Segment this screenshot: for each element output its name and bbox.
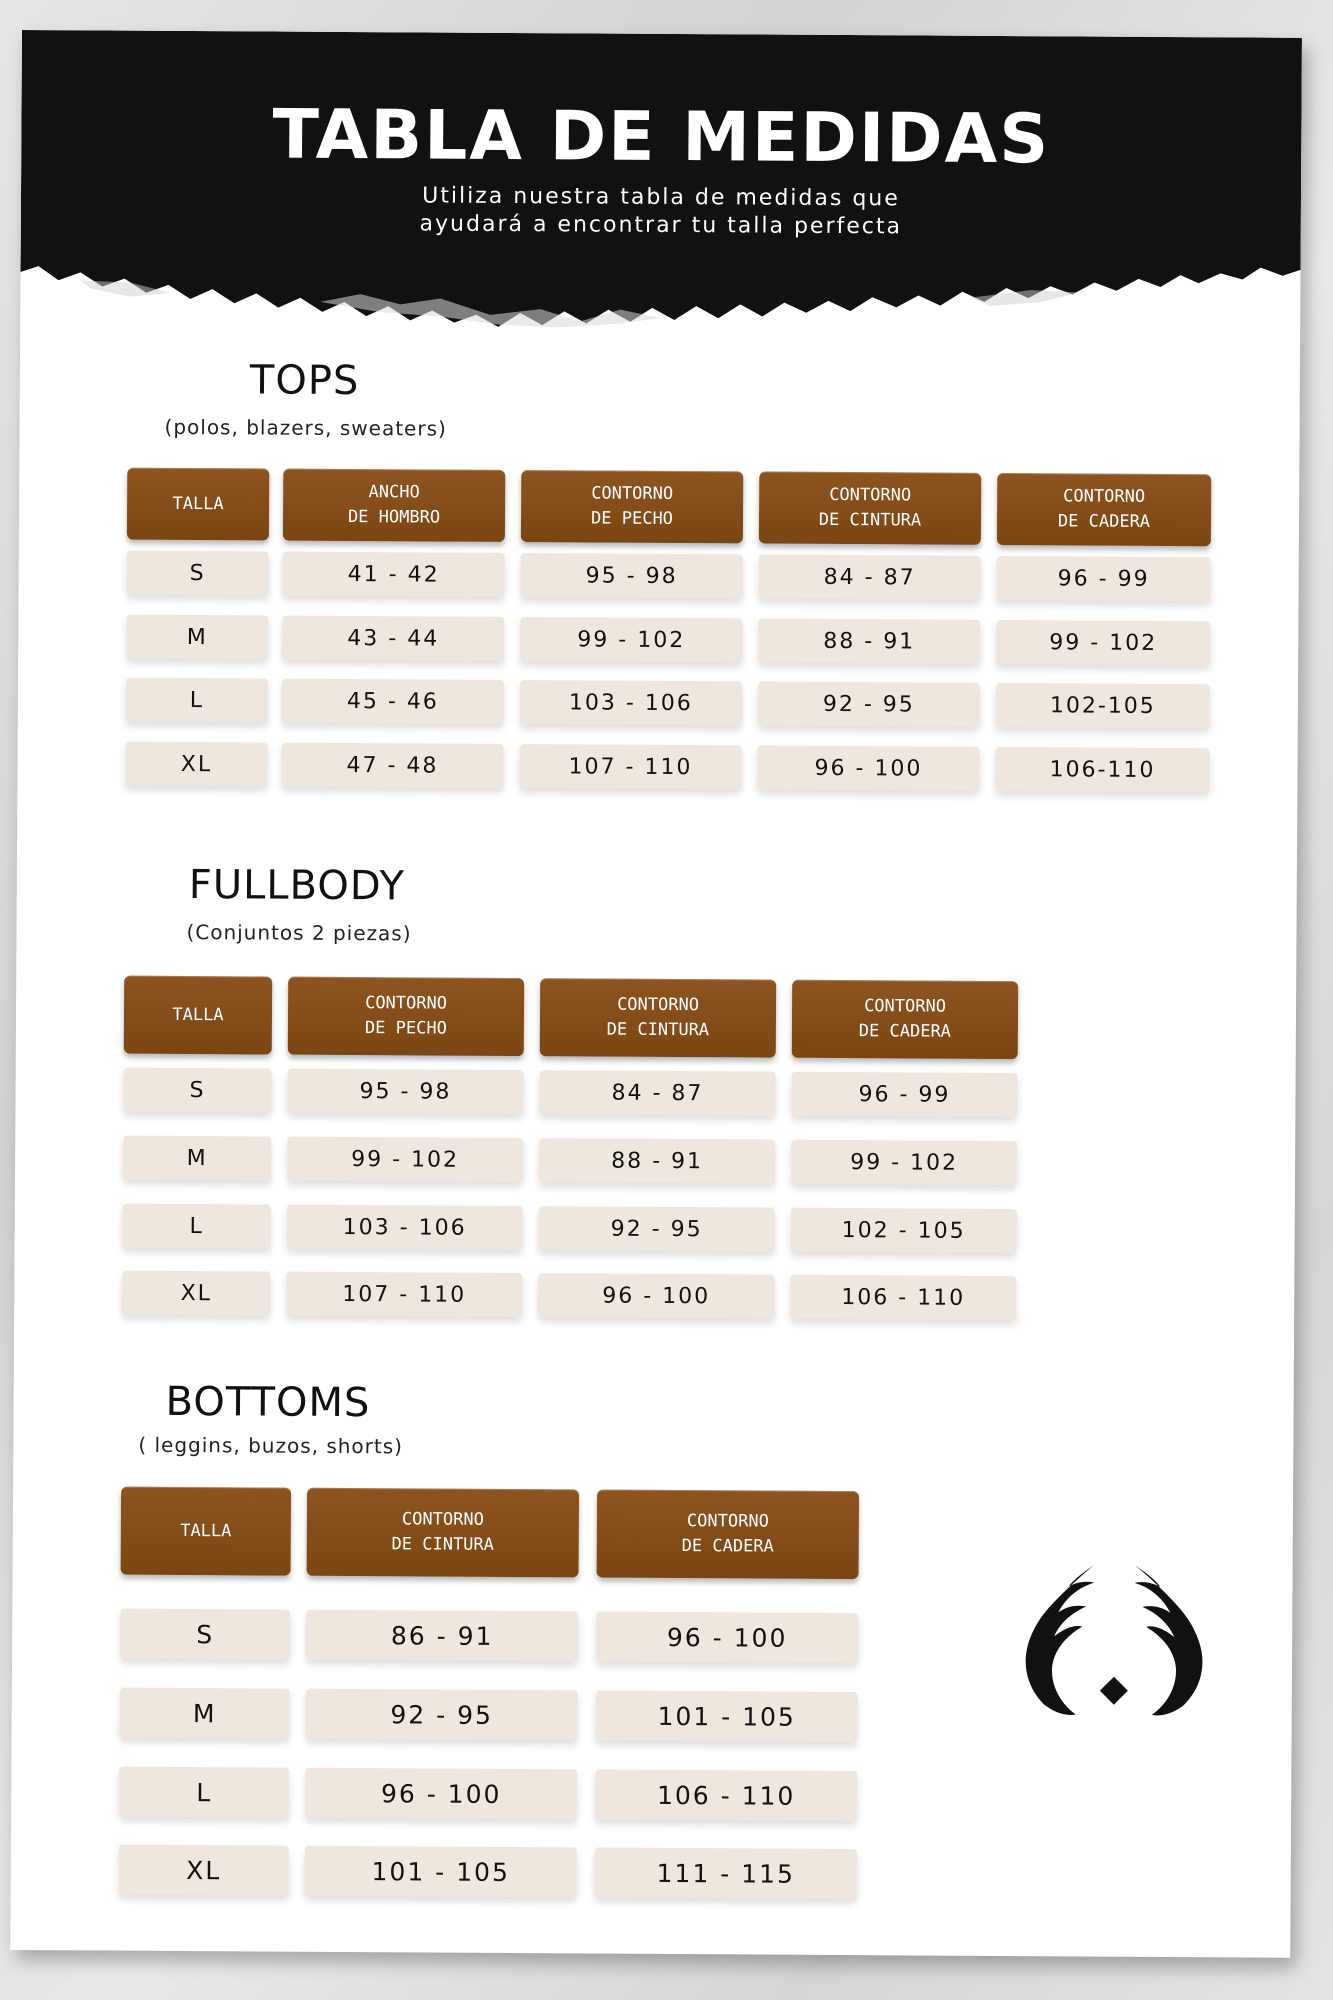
fullbody-measure-cell: 102 - 105 xyxy=(791,1208,1017,1253)
tops-measure-cell: 84 - 87 xyxy=(759,555,981,600)
tops-measure-cell: 95 - 98 xyxy=(521,553,743,598)
winged-logo-icon xyxy=(1024,1556,1205,1717)
tops-measure-cell: 47 - 48 xyxy=(281,743,503,788)
bottoms-measure-cell: 101 - 105 xyxy=(305,1846,577,1898)
bottoms-measure-cell: 106 - 110 xyxy=(595,1770,857,1822)
tops-header-cell: CONTORNO DE CINTURA xyxy=(759,472,981,545)
fullbody-measure-cell: 103 - 106 xyxy=(287,1205,523,1250)
tops-measure-cell: 102-105 xyxy=(996,683,1210,728)
bottoms-header-cell: CONTORNO DE CINTURA xyxy=(307,1488,580,1578)
fullbody-size-cell: S xyxy=(123,1068,271,1113)
bottoms-measure-cell: 96 - 100 xyxy=(305,1768,577,1820)
fullbody-subtitle: (Conjuntos 2 piezas) xyxy=(186,920,412,946)
fullbody-header-cell: TALLA xyxy=(124,976,272,1055)
tops-measure-cell: 99 - 102 xyxy=(520,617,742,662)
bottoms-measure-cell: 86 - 91 xyxy=(306,1610,578,1662)
tops-measure-cell: 107 - 110 xyxy=(519,744,741,789)
fullbody-header-cell: CONTORNO DE CADERA xyxy=(792,980,1018,1059)
tops-size-cell: L xyxy=(126,678,268,723)
bottoms-measure-cell: 101 - 105 xyxy=(596,1691,858,1743)
tops-measure-cell: 96 - 99 xyxy=(997,556,1211,601)
header-banner xyxy=(20,30,1302,338)
bottoms-header-cell: TALLA xyxy=(121,1487,292,1576)
fullbody-measure-cell: 106 - 110 xyxy=(790,1275,1016,1320)
subtitle-line-1: Utiliza nuestra tabla de medidas que xyxy=(422,183,900,212)
tops-measure-cell: 88 - 91 xyxy=(758,619,980,664)
bottoms-measure-cell: 111 - 115 xyxy=(595,1848,857,1900)
bottoms-header-cell: CONTORNO DE CADERA xyxy=(597,1490,860,1580)
tops-measure-cell: 43 - 44 xyxy=(282,616,504,661)
fullbody-measure-cell: 92 - 95 xyxy=(539,1206,775,1251)
bottoms-size-cell: XL xyxy=(119,1845,289,1896)
fullbody-measure-cell: 84 - 87 xyxy=(539,1070,775,1115)
tops-size-cell: M xyxy=(126,615,268,660)
tops-header-cell: CONTORNO DE PECHO xyxy=(521,470,743,543)
tops-measure-cell: 103 - 106 xyxy=(520,680,742,725)
fullbody-size-cell: L xyxy=(123,1204,271,1249)
bottoms-measure-cell: 96 - 100 xyxy=(596,1612,858,1664)
tops-measure-cell: 106-110 xyxy=(995,747,1209,792)
tops-measure-cell: 41 - 42 xyxy=(283,552,505,597)
tops-size-cell: S xyxy=(127,551,269,596)
tops-measure-cell: 99 - 102 xyxy=(996,620,1210,665)
bottoms-title: BOTTOMS xyxy=(165,1378,371,1427)
fullbody-measure-cell: 88 - 91 xyxy=(539,1138,775,1183)
tops-measure-cell: 45 - 46 xyxy=(282,679,504,724)
page-subtitle xyxy=(21,180,1301,244)
size-chart-sheet xyxy=(10,30,1302,1958)
tops-header-cell: TALLA xyxy=(127,468,269,541)
fullbody-measure-cell: 95 - 98 xyxy=(287,1069,523,1114)
tops-header-cell: ANCHO DE HOMBRO xyxy=(283,469,505,542)
fullbody-measure-cell: 99 - 102 xyxy=(287,1137,523,1182)
fullbody-header-cell: CONTORNO DE CINTURA xyxy=(540,978,776,1057)
tops-title: TOPS xyxy=(249,357,360,405)
bottoms-subtitle: ( leggins, buzos, shorts) xyxy=(138,1432,404,1459)
bottoms-size-cell: S xyxy=(120,1609,290,1660)
tops-size-cell: XL xyxy=(125,742,267,787)
tops-subtitle: (polos, blazers, sweaters) xyxy=(164,414,447,441)
tops-measure-cell: 96 - 100 xyxy=(757,746,979,791)
subtitle-line-2: ayudará a encontrar tu talla perfecta xyxy=(419,211,903,240)
fullbody-title: FULLBODY xyxy=(188,862,406,910)
bottoms-measure-cell: 92 - 95 xyxy=(306,1689,578,1741)
bottoms-size-cell: L xyxy=(119,1767,289,1818)
tops-header-cell: CONTORNO DE CADERA xyxy=(997,473,1211,546)
fullbody-size-cell: XL xyxy=(122,1271,270,1316)
fullbody-measure-cell: 96 - 99 xyxy=(791,1072,1017,1117)
tops-measure-cell: 92 - 95 xyxy=(758,682,980,727)
fullbody-header-cell: CONTORNO DE PECHO xyxy=(288,977,524,1056)
fullbody-size-cell: M xyxy=(123,1136,271,1181)
fullbody-measure-cell: 96 - 100 xyxy=(538,1273,774,1318)
page-title: TABLA DE MEDIDAS xyxy=(272,95,1051,180)
bottoms-size-cell: M xyxy=(120,1688,290,1739)
fullbody-measure-cell: 99 - 102 xyxy=(791,1140,1017,1185)
fullbody-measure-cell: 107 - 110 xyxy=(286,1272,522,1317)
